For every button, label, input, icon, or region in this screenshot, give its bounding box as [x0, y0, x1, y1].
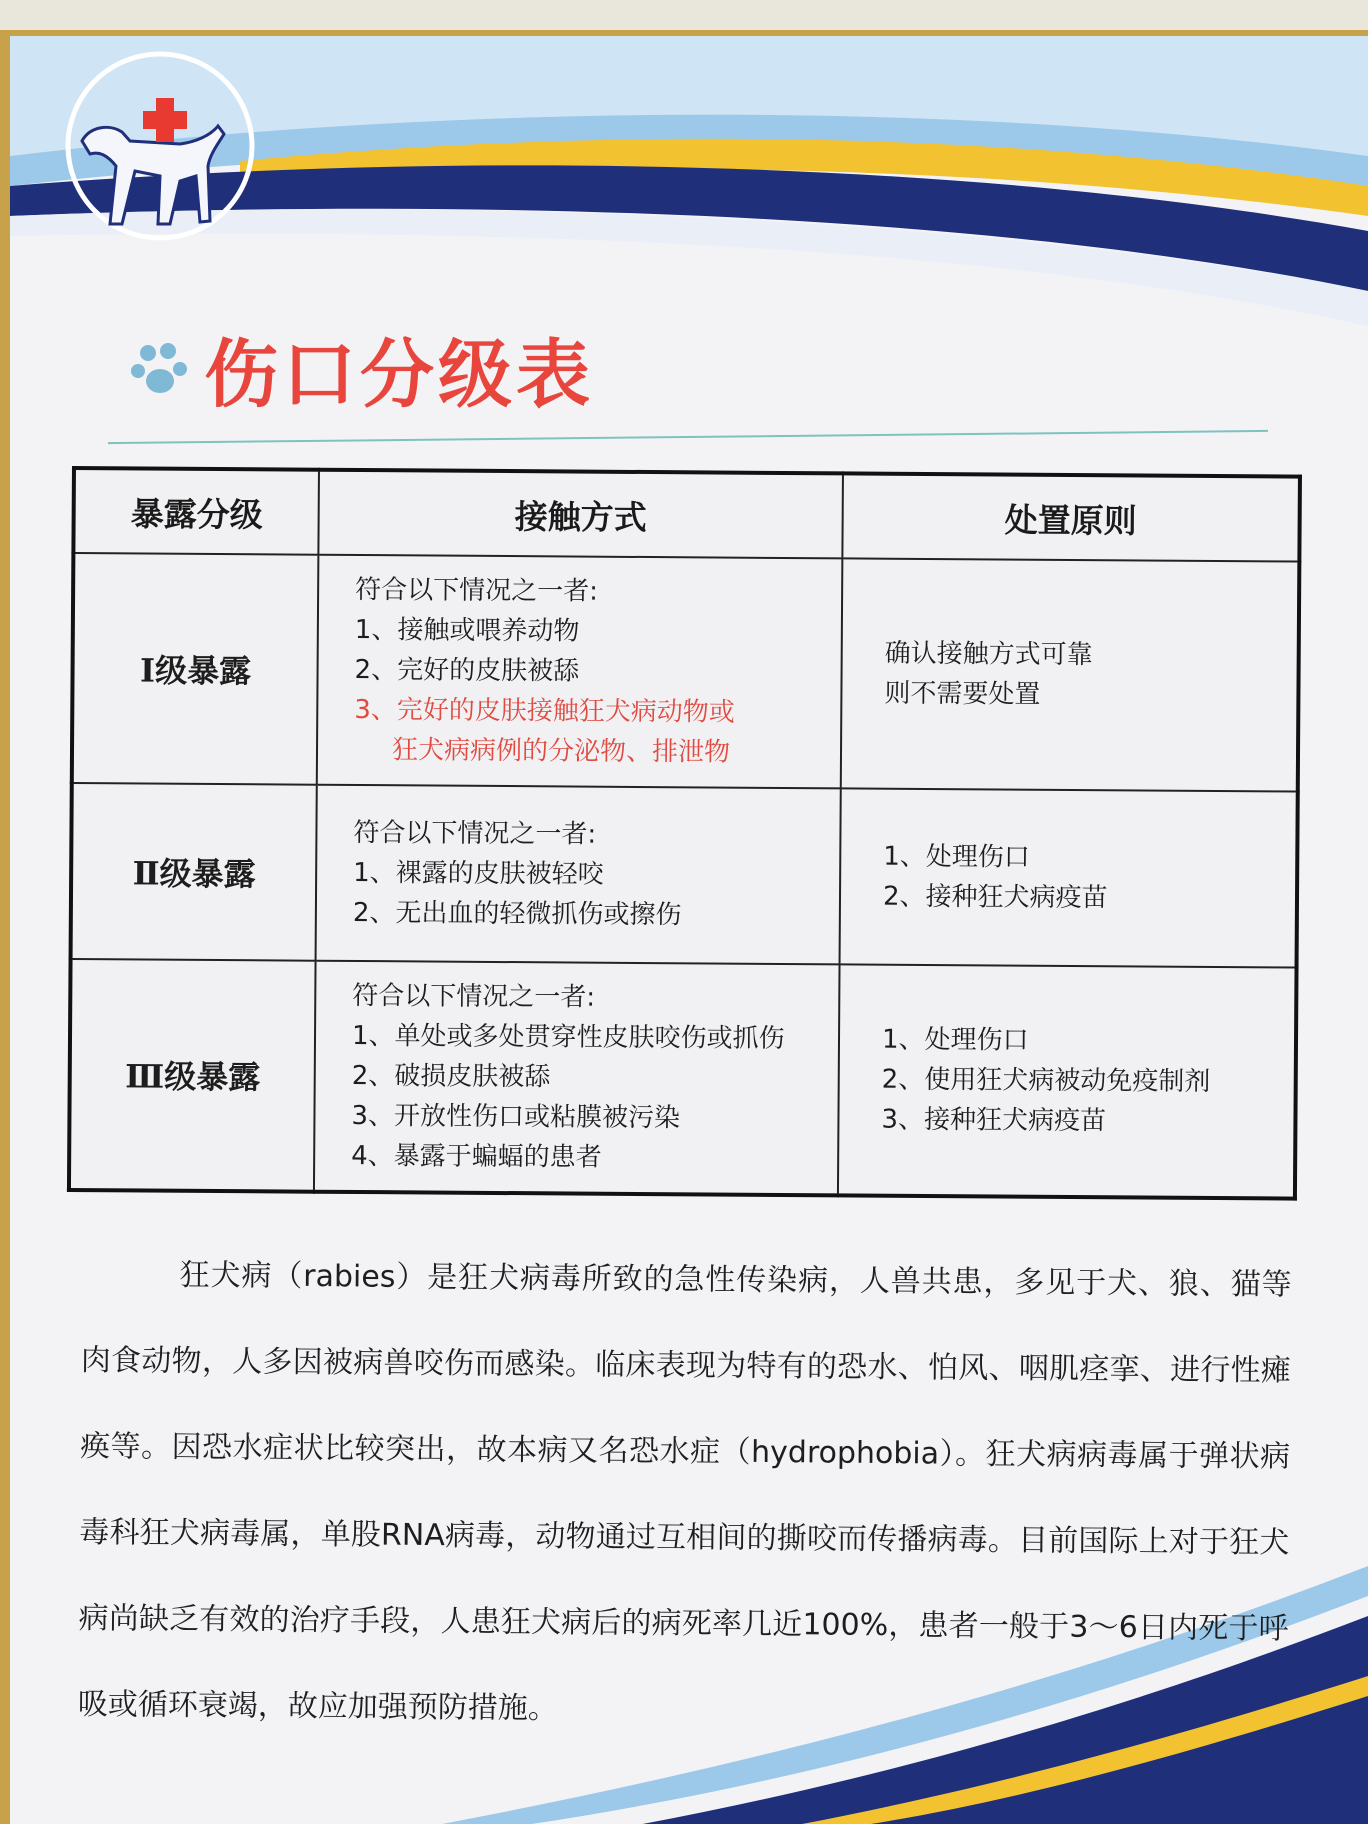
red-cross-icon: [143, 98, 187, 142]
column-header: 处置原则: [842, 473, 1300, 561]
contact-mode: [314, 961, 840, 1196]
wound-grade-table: [67, 466, 1302, 1201]
handling-principle: [840, 788, 1298, 967]
table-row: [72, 553, 1300, 792]
mode-item-highlight: 3、完好的皮肤接触狂犬病动物或: [354, 694, 735, 728]
title-row: [130, 316, 594, 422]
mode-item: 2、完好的皮肤被舔: [354, 654, 580, 687]
principle-item: 2、接种狂犬病疫苗: [882, 881, 1108, 914]
mode-item: 2、破损皮肤被舔: [351, 1060, 551, 1093]
principle-item: 1、处理伤口: [883, 841, 1030, 873]
handling-principle: [838, 964, 1297, 1198]
mode-item: 4、暴露于蝙蝠的患者: [351, 1140, 602, 1173]
exposure-level: Ⅱ级暴露: [71, 783, 317, 961]
principle-item: 3、接种狂犬病疫苗: [881, 1104, 1107, 1137]
mode-item: 2、无出血的轻微抓伤或擦伤: [352, 897, 682, 931]
principle-item: 则不需要处置: [884, 678, 1041, 710]
page-title: 伤口分级表: [204, 332, 594, 418]
column-header: 接触方式: [318, 470, 843, 559]
mode-item: 1、裸露的皮肤被轻咬: [353, 857, 604, 890]
poster-board: [0, 30, 1368, 1824]
exposure-level: Ⅲ级暴露: [69, 959, 316, 1192]
handling-principle: [841, 558, 1300, 791]
dog-logo-icon: [60, 46, 260, 246]
table-row: [71, 783, 1298, 968]
principle-item: 2、使用狂犬病被动免疫制剂: [881, 1064, 1211, 1097]
contact-mode: [316, 785, 841, 965]
principle-item: 确认接触方式可靠: [884, 638, 1093, 671]
rabies-description: [77, 1232, 1291, 1759]
mode-item: 1、单处或多处贯穿性皮肤咬伤或抓伤: [351, 1020, 785, 1054]
mode-intro: 符合以下情况之一者:: [353, 817, 597, 850]
table-header-row: [73, 468, 1300, 562]
paw-icon: [130, 339, 190, 399]
mode-intro: 符合以下情况之一者:: [355, 574, 599, 607]
column-header: 暴露分级: [73, 468, 319, 555]
mode-item-highlight: 狂犬病病例的分泌物、排泄物: [391, 735, 731, 768]
exposure-level: Ⅰ级暴露: [72, 553, 319, 785]
mode-item: 1、接触或喂养动物: [354, 614, 580, 647]
description-text: 狂犬病（rabies）是狂犬病毒所致的急性传染病，人兽共患，多见于犬、狼、猫等肉食动物，人多因被病兽咬伤而感染。临床表现为特有的恐水、怕风、咽肌痉挛、进行性瘫痪等。因恐水症状比较突出，故本病又名恐水症（hydrophobia）。狂犬病病毒属于弹状病毒科狂犬病毒属，单股RNA病毒，动物通过互相间的撕咬而传播病毒。目前国际上对于狂犬病尚缺乏有效的治疗手段，人患狂犬病后的病死率几近100%，患者一般于3～6日内死于呼吸或循环衰竭，故应加强预防措施。: [77, 1257, 1292, 1727]
mode-item: 3、开放性伤口或粘膜被污染: [351, 1100, 681, 1134]
principle-item: 1、处理伤口: [881, 1024, 1029, 1056]
table-row: [69, 959, 1297, 1199]
contact-mode: [317, 555, 843, 789]
mode-intro: 符合以下情况之一者:: [352, 980, 596, 1013]
